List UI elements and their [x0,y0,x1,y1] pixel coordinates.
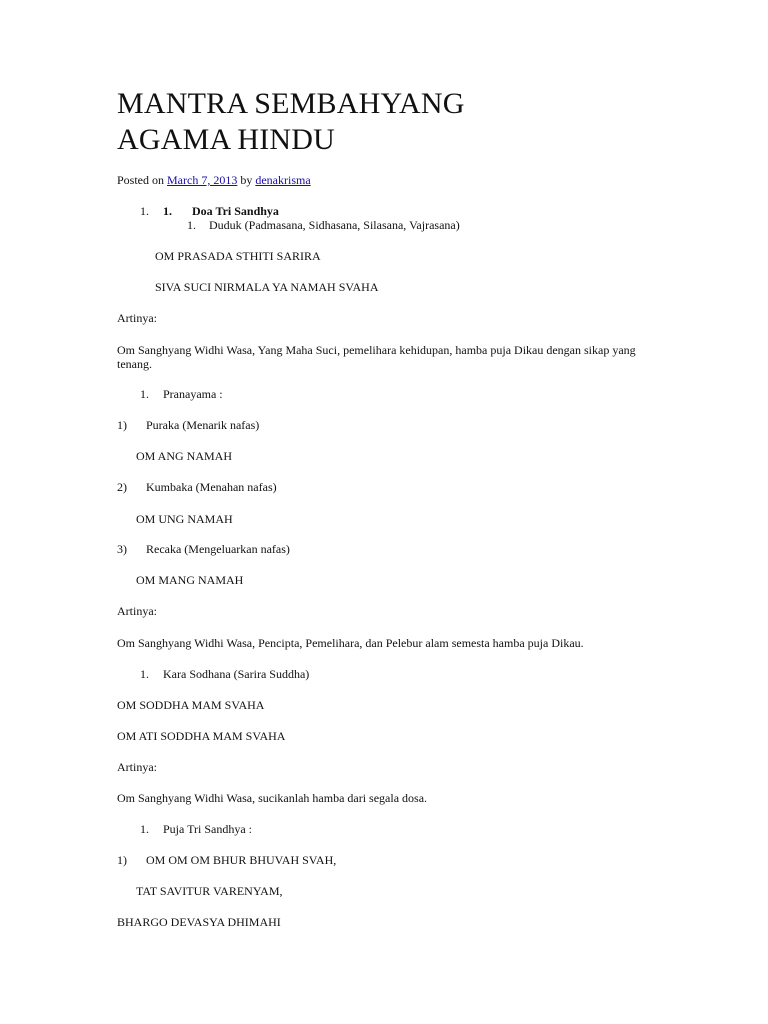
verse-number: 1) [117,853,127,867]
list-number: 1. [140,822,149,836]
section-heading-kara-sodhana: Kara Sodhana (Sarira Suddha) [163,667,310,681]
mantra-line: TAT SAVITUR VARENYAM, [136,884,283,898]
mantra-line: BHARGO DEVASYA DHIMAHI [117,915,281,929]
mantra-line: OM ANG NAMAH [136,449,233,463]
mantra-line: OM ATI SODDHA MAM SVAHA [117,729,286,743]
mantra-line: OM PRASADA STHITI SARIRA [155,249,321,263]
section-heading-puja-tri-sandhya: Puja Tri Sandhya : [163,822,253,836]
step-text: Puraka (Menarik nafas) [146,418,260,432]
step-number: 2) [117,480,127,494]
meaning-paragraph: Om Sanghyang Widhi Wasa, Yang Maha Suci, pemelihara kehidupan, hamba puja Dikau dengan sikap yang tenang. [117,343,636,371]
mantra-line: SIVA SUCI NIRMALA YA NAMAH SVAHA [155,280,379,294]
section-heading-doa-tri-sandhya: Doa Tri Sandhya [192,204,279,218]
mantra-line: OM SODDHA MAM SVAHA [117,698,265,712]
artinya-label: Artinya: [117,604,157,618]
list-number: 1. [140,667,149,681]
list-number: 1. [187,218,196,232]
section-heading-pranayama: Pranayama : [163,387,223,401]
meaning-paragraph: Om Sanghyang Widhi Wasa, sucikanlah hamba dari segala dosa. [117,791,428,805]
list-number: 1. [140,204,149,218]
post-date-link[interactable]: March 7, 2013 [167,173,238,187]
list-number: 1. [140,387,149,401]
by-label: by [240,173,253,187]
mantra-line: OM UNG NAMAH [136,512,233,526]
list-number: 1. [163,204,172,218]
page-title-line-2: AGAMA HINDU [117,123,336,156]
list-item: Duduk (Padmasana, Sidhasana, Silasana, Vajrasana) [209,218,460,232]
post-meta [117,173,311,187]
page-title [117,86,637,158]
artinya-label: Artinya: [117,760,157,774]
step-number: 3) [117,542,127,556]
step-text: Recaka (Mengeluarkan nafas) [146,542,290,556]
mantra-line: OM OM OM BHUR BHUVAH SVAH, [146,853,337,867]
step-text: Kumbaka (Menahan nafas) [146,480,277,494]
step-number: 1) [117,418,127,432]
posted-on-label: Posted on [117,173,165,187]
mantra-line: OM MANG NAMAH [136,573,244,587]
author-link[interactable]: denakrisma [255,173,311,187]
meaning-paragraph: Om Sanghyang Widhi Wasa, Pencipta, Pemelihara, dan Pelebur alam semesta hamba puja Dikau. [117,636,584,650]
artinya-label: Artinya: [117,311,157,325]
page-title-line-1: MANTRA SEMBAHYANG [117,87,465,120]
